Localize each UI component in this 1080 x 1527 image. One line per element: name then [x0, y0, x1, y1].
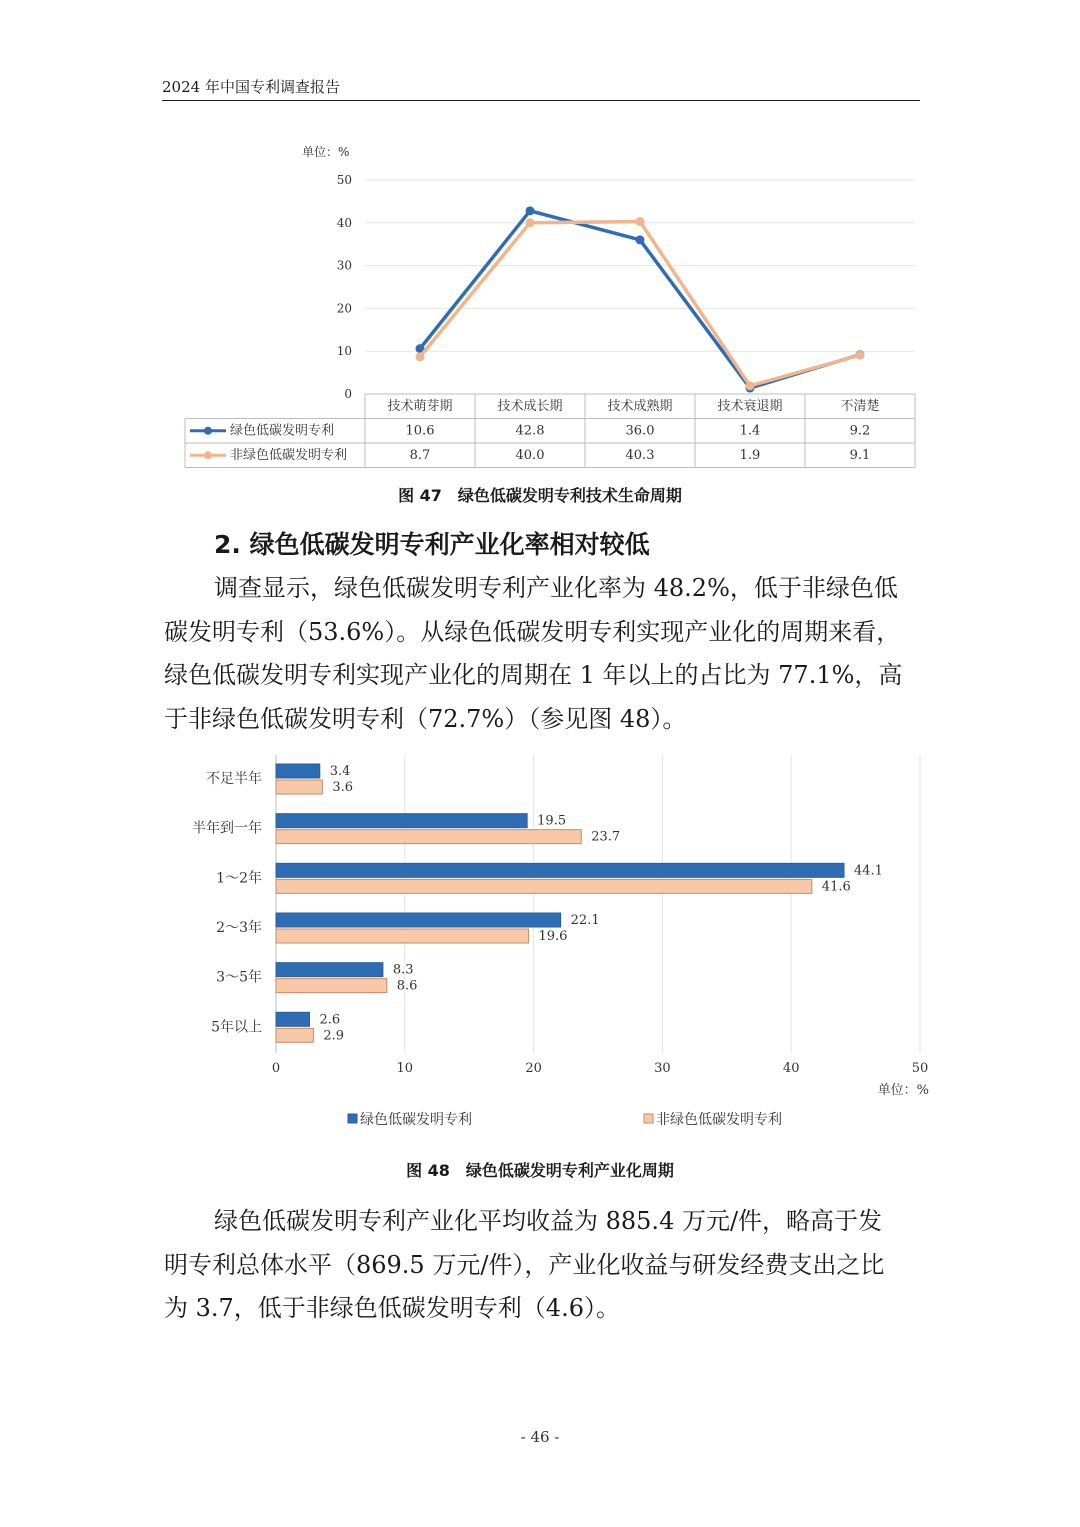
bar: [276, 764, 320, 778]
header-title: 2024 年中国专利调查报告: [162, 78, 340, 96]
data-label: 2.6: [319, 1012, 341, 1028]
data-cell: 10.6: [405, 423, 435, 439]
category-label: 2～3年: [216, 920, 262, 936]
data-label: 19.5: [537, 813, 567, 829]
bar: [276, 863, 844, 877]
paragraph-1-line: 于非绿色低碳发明专利（72.7%）（参见图 48）。: [164, 704, 687, 733]
y-tick-label: 30: [336, 258, 352, 273]
data-cell: 1.4: [739, 423, 761, 439]
legend-swatch: [348, 1114, 357, 1123]
paragraph-1-line: 调查显示，绿色低碳发明专利产业化率为 48.2%，低于非绿色低: [214, 574, 898, 602]
data-cell: 42.8: [515, 423, 545, 439]
category-label: 3～5年: [216, 969, 262, 986]
data-label: 19.6: [538, 929, 568, 944]
unit-label: 单位：%: [877, 1083, 929, 1098]
bar: [276, 830, 581, 844]
section-title: 2. 绿色低碳发明专利产业化率相对较低: [214, 530, 650, 559]
legend-swatch: [644, 1114, 653, 1123]
fig48-caption: 图 48 绿色低碳发明专利产业化周期: [406, 1161, 674, 1180]
data-label: 8.6: [396, 978, 418, 994]
category-label: 技术成长期: [497, 399, 563, 414]
category-label: 技术衰退期: [717, 399, 783, 414]
bar: [276, 879, 812, 893]
x-tick-label: 40: [782, 1061, 800, 1076]
bar: [276, 780, 322, 794]
unit-label: 单位：%: [302, 145, 350, 159]
paragraph-1-line: 绿色低碳发明专利实现产业化的周期在 1 年以上的占比为 77.1%，高: [164, 661, 903, 689]
bar: [276, 1028, 313, 1042]
data-label: 8.3: [392, 962, 414, 978]
data-cell: 9.1: [849, 448, 871, 463]
data-cell: 36.0: [625, 423, 655, 439]
y-tick-label: 50: [336, 173, 352, 187]
category-label: 不足半年: [206, 771, 262, 787]
paragraph-1-line: 碳发明专利（53.6%）。从绿色低碳发明专利实现产业化的周期来看，: [164, 617, 901, 646]
category-label: 技术成熟期: [607, 399, 673, 414]
category-label: 不清楚: [840, 399, 880, 414]
y-tick-label: 40: [336, 215, 352, 230]
y-tick-label: 20: [336, 301, 352, 316]
paragraph-2-line: 为 3.7，低于非绿色低碳发明专利（4.6）。: [164, 1294, 620, 1322]
data-cell: 8.7: [409, 448, 431, 463]
category-label: 5年以上: [211, 1019, 262, 1036]
y-tick-label: 0: [344, 387, 352, 401]
category-label: 半年到一年: [192, 820, 262, 837]
legend-label: 非绿色低碳发明专利: [230, 448, 348, 463]
y-tick-label: 10: [336, 344, 352, 359]
category-label: 1～2年: [216, 870, 262, 887]
fig47-caption: 图 47 绿色低碳发明专利技术生命周期: [398, 486, 682, 505]
x-tick-label: 20: [525, 1061, 542, 1076]
data-label: 2.9: [323, 1028, 345, 1044]
x-tick-label: 10: [396, 1061, 414, 1076]
bar: [276, 929, 528, 943]
category-label: 技术萌芽期: [387, 399, 453, 414]
x-tick-label: 50: [911, 1061, 929, 1076]
data-cell: 40.0: [515, 448, 545, 463]
data-label: 23.7: [591, 829, 621, 845]
data-label: 41.6: [821, 879, 851, 895]
bar: [276, 814, 527, 828]
legend-label: 非绿色低碳发明专利: [656, 1112, 782, 1128]
data-label: 3.4: [329, 764, 351, 779]
page-number: - 46 -: [520, 1428, 560, 1446]
bar: [276, 1012, 309, 1026]
data-cell: 1.9: [739, 448, 761, 463]
legend-label: 绿色低碳发明专利: [230, 423, 335, 439]
data-cell: 9.2: [849, 423, 871, 439]
data-cell: 40.3: [625, 448, 655, 463]
paragraph-2: [164, 1200, 920, 1331]
data-label: 22.1: [570, 913, 600, 928]
paragraph-2-line: 绿色低碳发明专利产业化平均收益为 885.4 万元/件，略高于发: [214, 1207, 883, 1235]
bar: [276, 963, 383, 977]
legend-label: 绿色低碳发明专利: [360, 1112, 472, 1128]
x-tick-label: 30: [654, 1061, 671, 1076]
data-label: 3.6: [332, 780, 354, 795]
bar: [276, 913, 561, 927]
paragraph-2-line: 明专利总体水平（869.5 万元/件），产业化收益与研发经费支出之比: [164, 1250, 885, 1279]
x-tick-label: 0: [271, 1061, 281, 1076]
bar: [276, 979, 387, 993]
data-label: 44.1: [854, 863, 883, 879]
